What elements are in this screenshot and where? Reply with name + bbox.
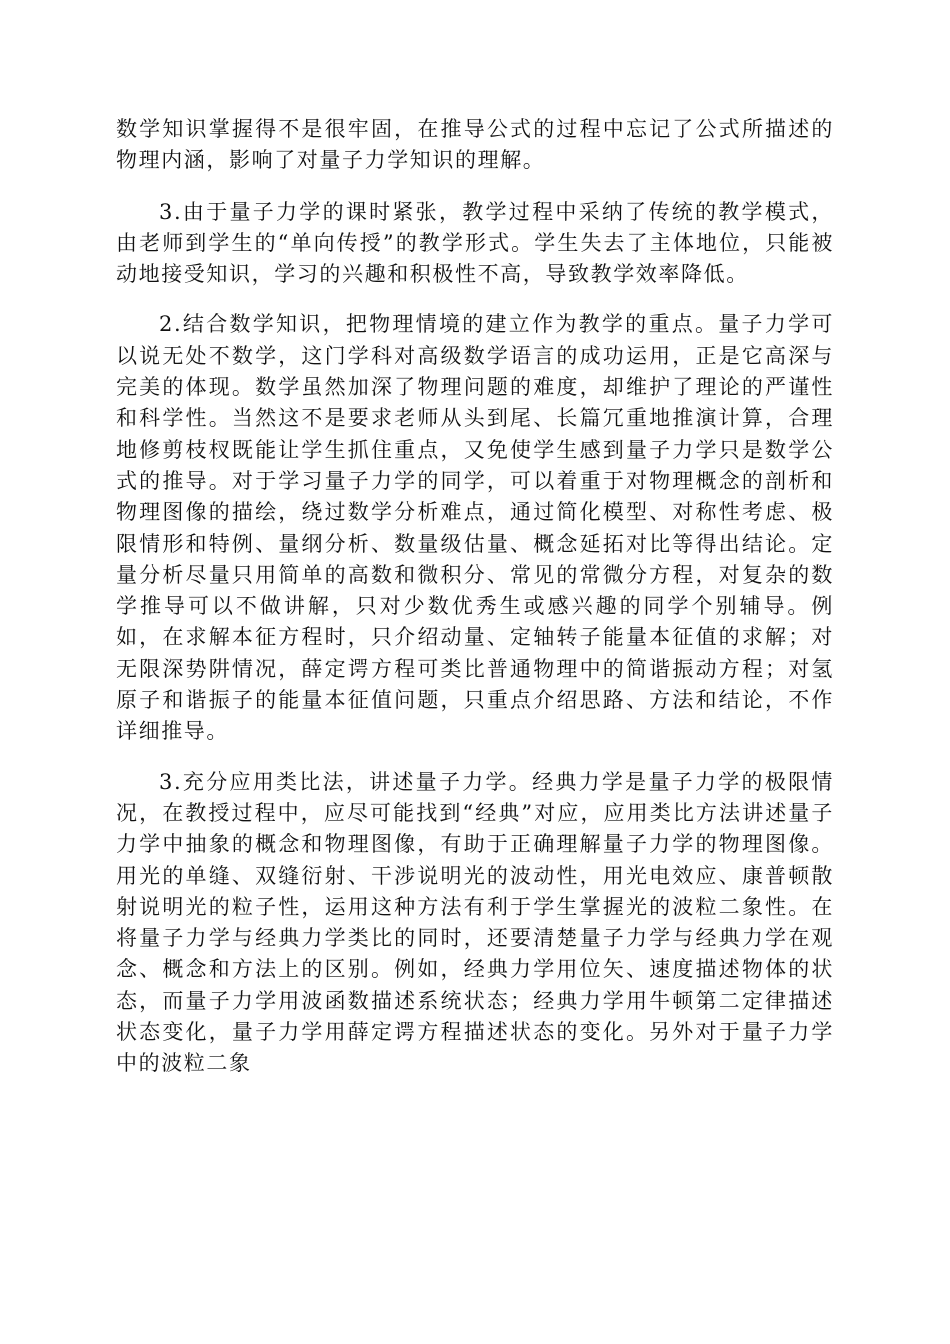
paragraph-continuation: 数学知识掌握得不是很牢固，在推导公式的过程中忘记了公式所描述的物理内涵，影响了对量子力学知识的理解。 bbox=[116, 117, 834, 173]
paragraph-math-knowledge: 2.结合数学知识，把物理情境的建立作为教学的重点。量子力学可以说无处不数学，这门学科对高级数学语言的成功运用，正是它高深与完美的体现。数学虽然加深了物理问题的难度，却维护了理论的严谨性和科学性。当然这不是要求老师从头到尾、长篇冗重地推演计算，合理地修剪枝杈既能让学生抓住重点，又免使学生感到量子力学只是数学公式的推导。对于学习量子力学的同学，可以着重于对物理概念的剖析和物理图像的描绘，绕过数学分析难点，通过简化模型、对称性考虑、极限情形和特例、量纲分析、数量级估量、概念延拓对比等得出结论。定量分析尽量只用简单的高数和微积分、常见的常微分方程，对复杂的数学推导可以不做讲解，只对少数优秀生或感兴趣的同学个别辅导。例如，在求解本征方程时，只介绍动量、定轴转子能量本征值的求解；对无限深势阱情况，薛定谔方程可类比普通物理中的简谐振动方程；对氢原子和谐振子的能量本征值问题，只重点介绍思路、方法和结论，不作详细推导。 bbox=[116, 312, 834, 744]
paragraph-teaching-mode: 3.由于量子力学的课时紧张，教学过程中采纳了传统的教学模式，由老师到学生的“单向传授”的教学形式。学生失去了主体地位，只能被动地接受知识，学习的兴趣和积极性不高，导致教学效率降低。 bbox=[116, 199, 834, 287]
document-page bbox=[116, 114, 834, 1099]
paragraph-analogy-method: 3.充分应用类比法，讲述量子力学。经典力学是量子力学的极限情况，在教授过程中，应尽可能找到“经典”对应，应用类比方法讲述量子力学中抽象的概念和物理图像，有助于正确理解量子力学的物理图像。用光的单缝、双缝衍射、干涉说明光的波动性，用光电效应、康普顿散射说明光的粒子性，运用这种方法有利于学生掌握光的波粒二象性。在将量子力学与经典力学类比的同时，还要清楚量子力学与经典力学在观念、概念和方法上的区别。例如，经典力学用位矢、速度描述物体的状态，而量子力学用波函数描述系统状态；经典力学用牛顿第二定律描述状态变化，量子力学用薛定谔方程描述状态的变化。另外对于量子力学中的波粒二象 bbox=[116, 769, 834, 1076]
